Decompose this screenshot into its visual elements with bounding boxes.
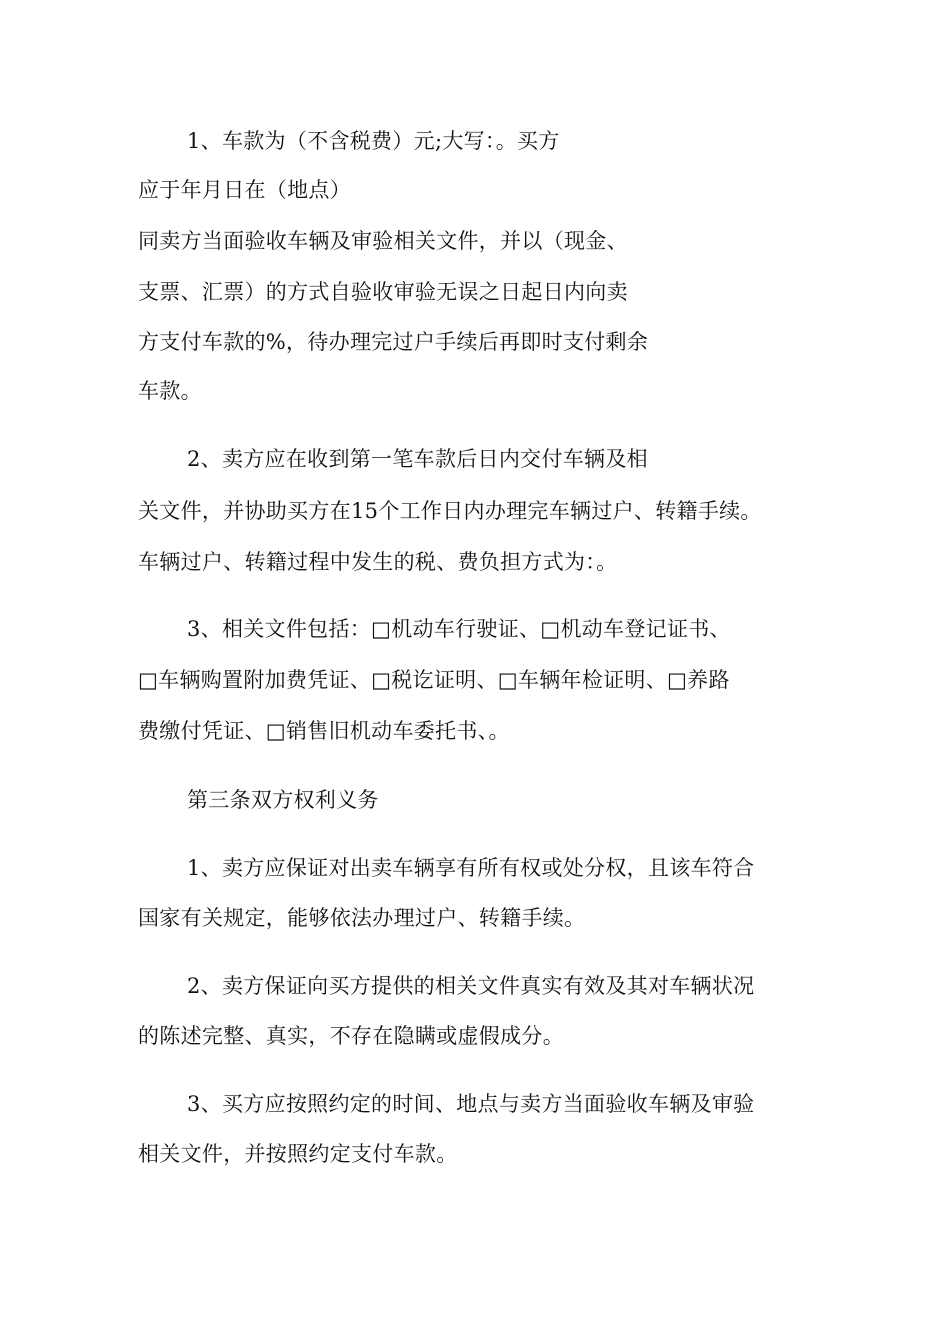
text-line: 车辆过户、转籍过程中发生的税、费负担方式为：。	[138, 550, 618, 574]
text-line: 1、车款为（不含税费）元;大写：。买方	[187, 129, 560, 153]
text-line: 支票、汇票）的方式自验收审验无误之日起日内向卖	[138, 280, 628, 304]
text-line: 同卖方当面验收车辆及审验相关文件，并以（现金、	[138, 229, 628, 253]
text-line: 方支付车款的%，待办理完过户手续后再即时支付剩余	[138, 330, 649, 354]
text-line: 国家有关规定，能够依法办理过户、转籍手续。	[138, 906, 586, 930]
text-line: 2、卖方应在收到第一笔车款后日内交付车辆及相	[187, 447, 648, 471]
text-line: 关文件，并协助买方在15个工作日内办理完车辆过户、转籍手续。	[138, 499, 762, 523]
text-line: 应于年月日在（地点）	[138, 178, 351, 202]
text-line: 3、相关文件包括：□机动车行驶证、□机动车登记证书、	[187, 617, 731, 641]
text-line: 2、卖方保证向买方提供的相关文件真实有效及其对车辆状况	[187, 974, 755, 998]
text-line: 1、卖方应保证对出卖车辆享有所有权或处分权，且该车符合	[187, 856, 755, 880]
text-line: 3、买方应按照约定的时间、地点与卖方当面验收车辆及审验	[187, 1092, 755, 1116]
section-heading: 第三条双方权利义务	[187, 788, 379, 812]
text-line: 费缴付凭证、□销售旧机动车委托书、。	[138, 719, 510, 743]
text-line: 相关文件，并按照约定支付车款。	[138, 1142, 458, 1166]
text-line: 的陈述完整、真实，不存在隐瞒或虚假成分。	[138, 1024, 564, 1048]
text-line: □车辆购置附加费凭证、□税讫证明、□车辆年检证明、□养路	[138, 668, 730, 692]
text-line: 车款。	[138, 379, 202, 403]
